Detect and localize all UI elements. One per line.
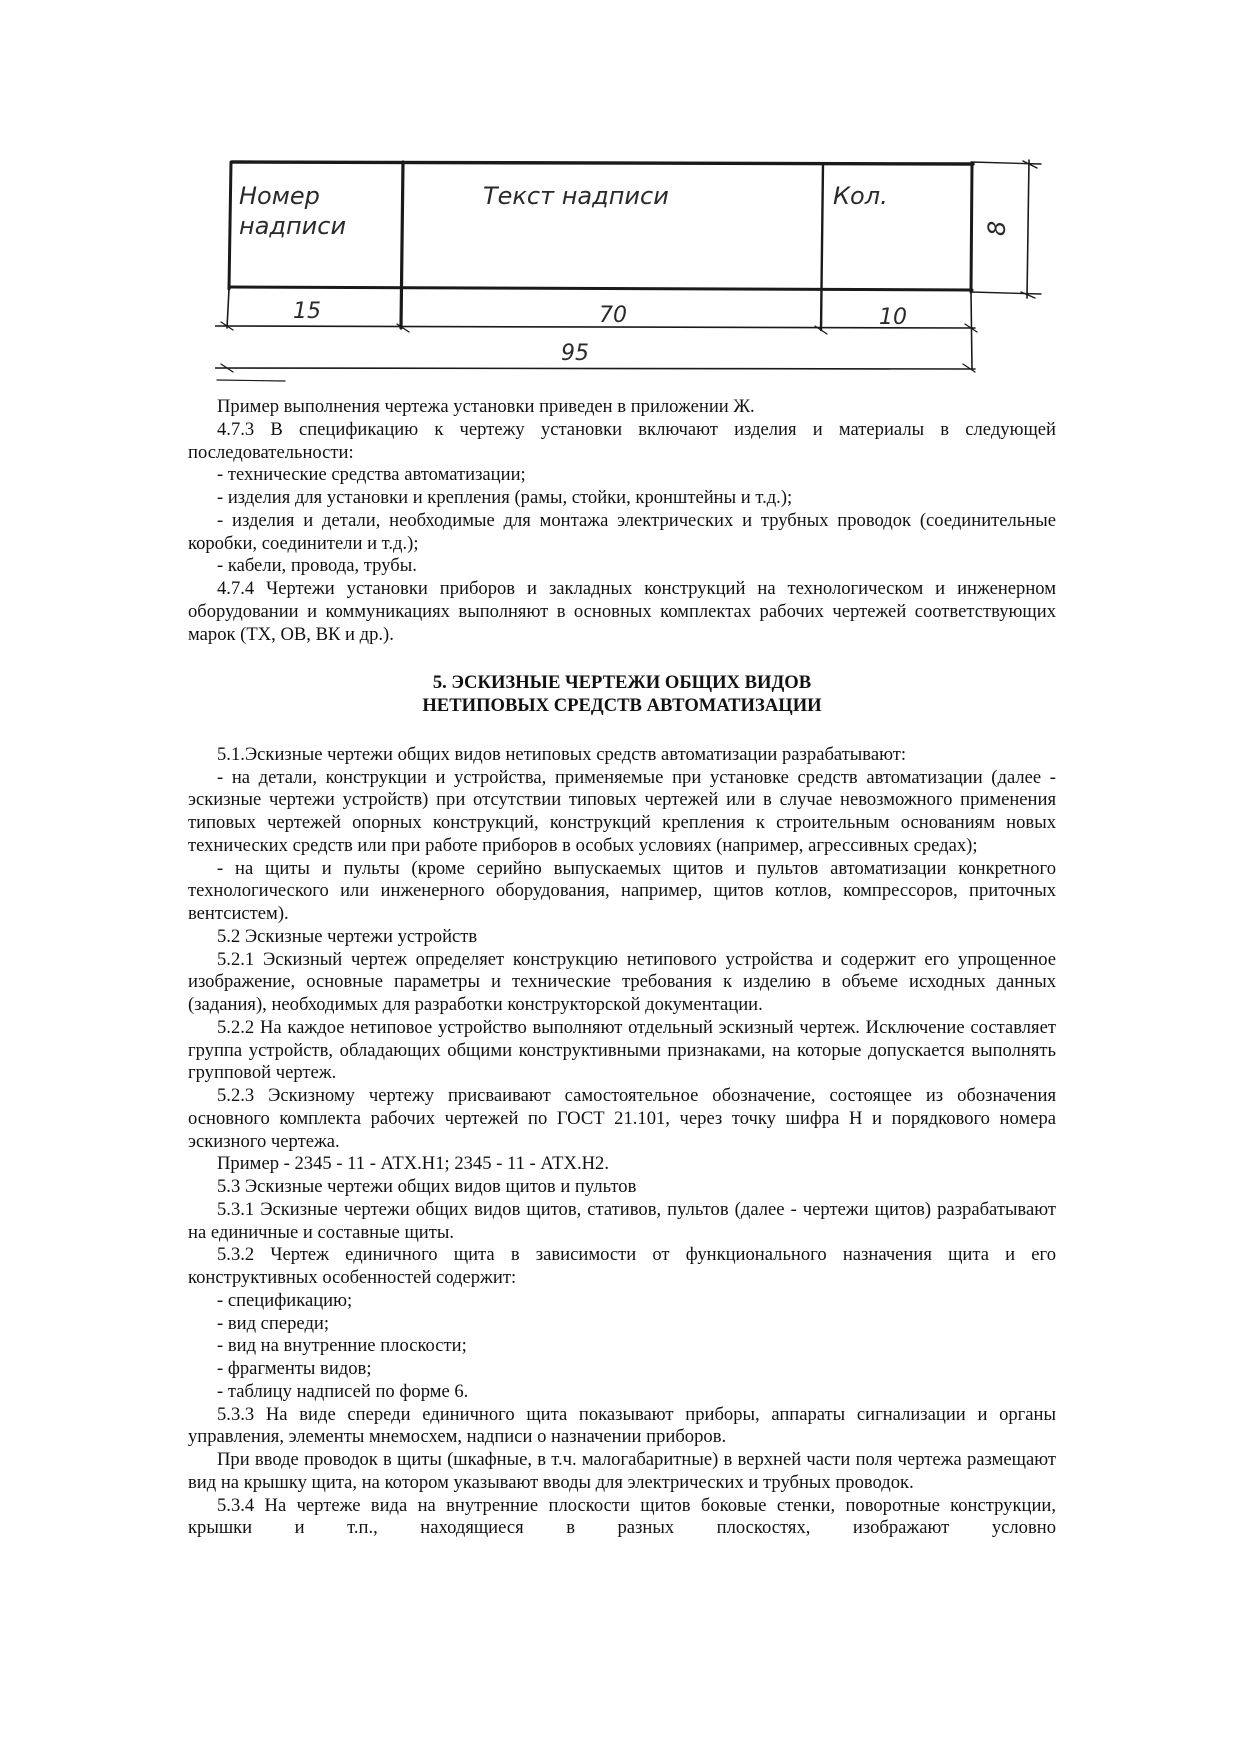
- subsection-title: 5.3 Эскизные чертежи общих видов щитов и пультов: [217, 1176, 637, 1197]
- drawing-svg: [215, 152, 1055, 382]
- dim-number: 15: [293, 299, 321, 324]
- paragraph: 4.7.3 В спецификацию к чертежу установки включают изделия и материалы в следующей последовательности:: [188, 418, 1056, 463]
- section-heading-line1: 5. ЭСКИЗНЫЕ ЧЕРТЕЖИ ОБЩИХ ВИДОВ: [432, 672, 812, 694]
- list-item: - кабели, провода, трубы.: [217, 555, 417, 577]
- col-number-line2: надписи: [239, 212, 347, 240]
- list-item: - фрагменты видов;: [217, 1358, 372, 1379]
- list-item: - спецификацию;: [217, 1289, 353, 1311]
- body-text: [188, 396, 1056, 1540]
- paragraph: 5.3.3 На виде спереди единичного щита показывают приборы, аппараты сигнализации и органы управления, элементы мнемосхем, надписи о назначении приборов.: [188, 1403, 1056, 1448]
- col-number-line1: Номер: [239, 182, 320, 210]
- paragraph: 4.7.4 Чертежи установки приборов и закладных конструкций на технологическом и инженерном оборудовании и коммуникациях выполняют в основных комплектах рабочих чертежей соответствующих марок (ТХ, ОВ, ВК и др.).: [188, 578, 1056, 645]
- list-item: - технические средства автоматизации;: [217, 464, 526, 486]
- paragraph: 5.1.Эскизные чертежи общих видов нетиповых средств автоматизации разрабатывают:: [217, 743, 907, 765]
- dim-total: 95: [561, 341, 589, 366]
- paragraph: 5.3.2 Чертеж единичного щита в зависимости от функционального назначения щита и его конструктивных особенностей содержит:: [188, 1244, 1056, 1288]
- paragraph: 5.2.3 Эскизному чертежу присваивают самостоятельное обозначение, состоящее из обозначения основного комплекта рабочих чертежей по ГОСТ 21.101, через точку шифра Н и порядкового номера эскизного чертежа.: [188, 1085, 1056, 1152]
- subsection-title: 5.2 Эскизные чертежи устройств: [217, 925, 478, 947]
- dim-qty: 10: [879, 305, 907, 330]
- list-item: - таблицу надписей по форме 6.: [217, 1380, 469, 1402]
- list-item: - на детали, конструкции и устройства, применяемые при установке средств автоматизации (далее - эскизные чертежи устройств) при отсутствии типовых чертежей или в случае невозможного применения типовых чертежей опорных конструкций, конструкций крепления к строительным основаниям новых технических средств или при работе приборов в особых условиях (например, агрессивных средах);: [188, 766, 1056, 856]
- col-text-label: Текст надписи: [483, 182, 669, 210]
- paragraph: 5.3.1 Эскизные чертежи общих видов щитов, стативов, пультов (далее - чертежи щитов) разрабатывают на единичные и составные щиты.: [188, 1198, 1056, 1243]
- height-dim-label: 8: [983, 220, 1011, 236]
- list-item: - изделия и детали, необходимые для монтажа электрических и трубных проводок (соединительные коробки, соединители и т.д.);: [188, 509, 1056, 554]
- example-line: Пример - 2345 - 11 - АТХ.Н1; 2345 - 11 - АТХ.Н2.: [217, 1153, 609, 1175]
- section-heading-line2: НЕТИПОВЫХ СРЕДСТВ АВТОМАТИЗАЦИИ: [422, 695, 822, 716]
- dim-text: 70: [599, 303, 627, 328]
- paragraph: 5.3.4 На чертеже вида на внутренние плоскости щитов боковые стенки, поворотные конструкции, крышки и т.п., находящиеся в разных плоскостях, изображают условно: [188, 1494, 1056, 1539]
- paragraph: При вводе проводок в щиты (шкафные, в т.ч. малогабаритные) в верхней части поля чертежа размещают вид на крышку щита, на котором указывают вводы для электрических и трубных проводок.: [188, 1449, 1056, 1493]
- list-item: - на щиты и пульты (кроме серийно выпускаемых щитов и пультов автоматизации конкретного технологического или инженерного оборудования, например, щитов котлов, компрессоров, приточных вентсистем).: [188, 857, 1056, 924]
- paragraph: 5.2.1 Эскизный чертеж определяет конструкцию нетипового устройства и содержит его упрощенное изображение, основные параметры и технические требования к изделию в объеме исходных данных (задания), необходимых для разработки конструкторской документации.: [188, 948, 1056, 1015]
- paragraph: 5.2.2 На каждое нетиповое устройство выполняют отдельный эскизный чертеж. Исключение составляет группа устройств, обладающих общими конструктивными признаками, на которые допускается выполнять групповой чертеж.: [188, 1016, 1056, 1084]
- col-qty-label: Кол.: [833, 182, 888, 210]
- list-item: - вид спереди;: [217, 1312, 330, 1334]
- paragraph: Пример выполнения чертежа установки приведен в приложении Ж.: [217, 396, 755, 417]
- section-heading: [188, 672, 1056, 718]
- list-item: - вид на внутренние плоскости;: [217, 1335, 467, 1357]
- list-item: - изделия для установки и крепления (рамы, стойки, кронштейны и т.д.);: [217, 487, 793, 508]
- label-table-drawing: [215, 152, 1055, 382]
